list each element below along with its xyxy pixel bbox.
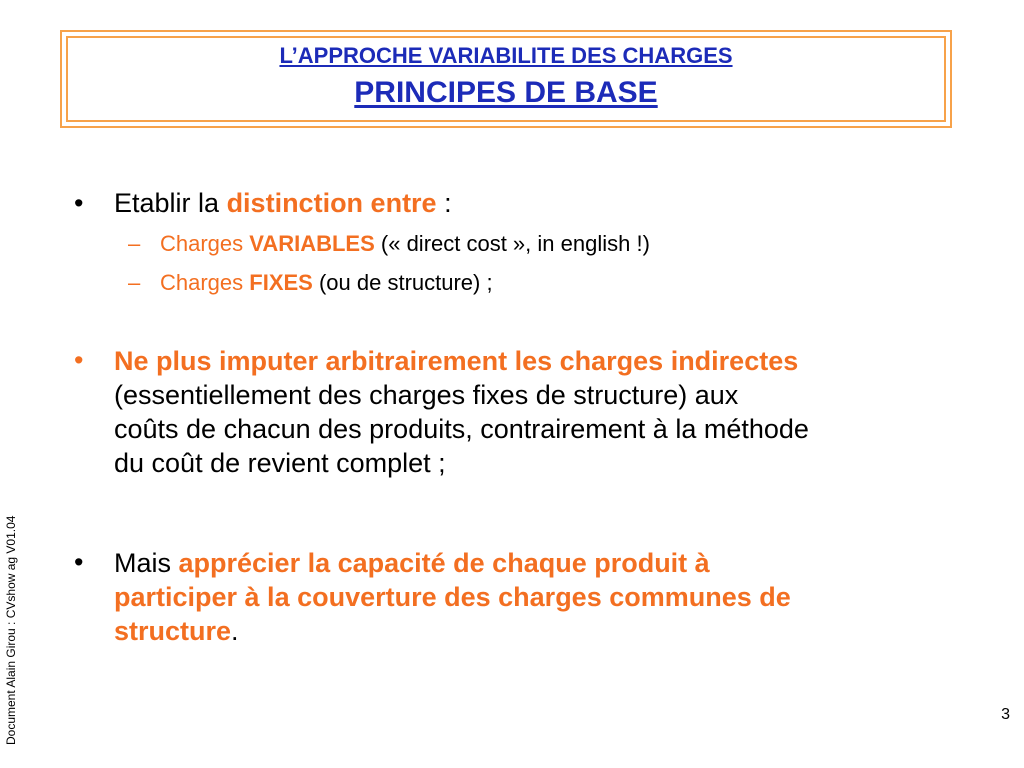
bullet-3-highlight-2: participer à la couverture des charges communes de — [114, 582, 791, 612]
subitem-2-suffix: (ou de structure) ; — [312, 270, 493, 295]
subitem-1-prefix: Charges — [160, 231, 250, 256]
bullet-marker-1: • — [74, 188, 84, 218]
bullet-3-highlight-3: structure — [114, 616, 232, 646]
bullet-3-prefix: Mais — [114, 548, 179, 578]
subitem-dash-1: – — [128, 231, 141, 256]
bullet-2-highlight: Ne plus imputer arbitrairement les charges indirectes — [114, 346, 799, 376]
subitem-1-suffix: (« direct cost », in english !) — [374, 231, 650, 256]
slide-subtitle: PRINCIPES DE BASE — [354, 76, 658, 109]
bullet-3-line1 — [114, 546, 1004, 580]
bullet-2-line3: coûts de chacun des produits, contrairement à la méthode — [114, 414, 809, 444]
subitem-dash-2: – — [128, 270, 141, 295]
bullet-2-line2: (essentiellement des charges fixes de structure) aux — [114, 380, 739, 410]
bullet-marker-3: • — [74, 547, 84, 577]
title-frame — [60, 30, 952, 128]
bullet-2-text — [114, 344, 1004, 480]
bullet-1-prefix: Etablir la — [114, 188, 227, 218]
document-credit: Document Alain Girou : CVshow ag V01.04 — [4, 515, 18, 745]
bullet-1-suffix: : — [436, 188, 452, 218]
subitem-2-highlight: FIXES — [249, 270, 313, 295]
bullet-3-highlight-1: apprécier la capacité de chaque produit à — [178, 548, 710, 578]
bullet-2-line4: du coût de revient complet ; — [114, 448, 446, 478]
subitem-2-text — [160, 269, 493, 297]
subitem-2-prefix: Charges — [160, 270, 250, 295]
subitem-1-highlight: VARIABLES — [249, 231, 375, 256]
bullet-1-highlight: distinction entre — [226, 188, 437, 218]
bullet-3-text — [114, 546, 1004, 648]
page-number: 3 — [1001, 706, 1010, 723]
bullet-3-suffix: . — [231, 616, 239, 646]
bullet-3-line3 — [114, 614, 1004, 648]
slide-title: L’APPROCHE VARIABILITE DES CHARGES — [279, 43, 733, 68]
bullet-1-text — [114, 186, 1004, 220]
subitem-1-text — [160, 230, 650, 258]
bullet-marker-2: • — [74, 345, 84, 375]
